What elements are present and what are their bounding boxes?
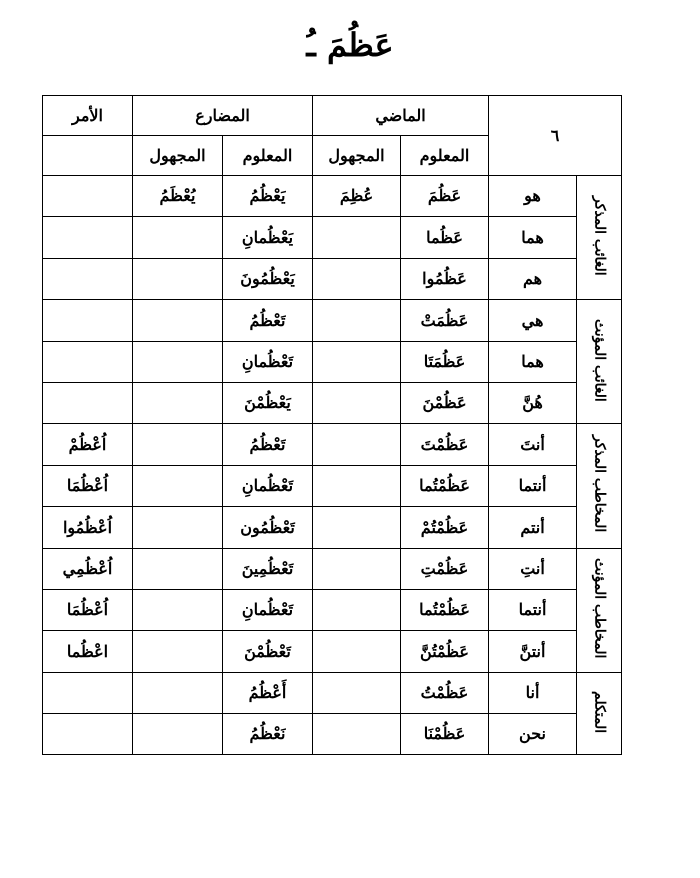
header-row-1 <box>43 96 622 136</box>
group-label <box>577 176 622 300</box>
group-label-text: المخاطب المؤنث <box>591 558 608 659</box>
header-mudari-majhool: المجهول <box>133 136 223 176</box>
table-row <box>43 507 622 548</box>
table-row <box>43 300 622 341</box>
amr-cell <box>43 217 133 258</box>
header-madi: الماضي <box>313 96 489 136</box>
madi-maloom-cell: عَظُمَتْ <box>401 300 489 341</box>
mudari-majhool-cell <box>133 217 223 258</box>
group-label <box>577 672 622 755</box>
mudari-maloom-cell: تَعْظُمُ <box>223 300 313 341</box>
mudari-maloom-cell: يَعْظُمْنَ <box>223 382 313 423</box>
amr-cell <box>43 176 133 217</box>
madi-majhool-cell <box>313 341 401 382</box>
mudari-maloom-cell: تَعْظُمُ <box>223 424 313 465</box>
pronoun-cell: هم <box>489 258 577 299</box>
header-amr: الأمر <box>43 96 133 136</box>
amr-cell: اُعْظُمِي <box>43 548 133 589</box>
amr-cell <box>43 300 133 341</box>
pronoun-cell: هي <box>489 300 577 341</box>
mudari-majhool-cell <box>133 631 223 672</box>
madi-maloom-cell: عَظُمُوا <box>401 258 489 299</box>
amr-cell <box>43 258 133 299</box>
table-row <box>43 217 622 258</box>
table-row <box>43 548 622 589</box>
table-row <box>43 714 622 755</box>
madi-majhool-cell <box>313 631 401 672</box>
madi-majhool-cell <box>313 589 401 630</box>
mudari-majhool-cell <box>133 589 223 630</box>
madi-majhool-cell <box>313 424 401 465</box>
mudari-majhool-cell <box>133 424 223 465</box>
mudari-maloom-cell: تَعْظُمانِ <box>223 341 313 382</box>
madi-maloom-cell: عَظُمْتُمْ <box>401 507 489 548</box>
table-row <box>43 465 622 506</box>
table-row <box>43 631 622 672</box>
madi-maloom-cell: عَظُما <box>401 217 489 258</box>
madi-maloom-cell: عَظُمْتِ <box>401 548 489 589</box>
pronoun-cell: أنتم <box>489 507 577 548</box>
madi-maloom-cell: عَظُمَ <box>401 176 489 217</box>
pronoun-cell: أنتَ <box>489 424 577 465</box>
group-label-text: المتكلم <box>591 690 608 733</box>
group-label-text: الغائب المؤنث <box>591 318 608 402</box>
header-madi-majhool: المجهول <box>313 136 401 176</box>
pronoun-cell: أنا <box>489 672 577 713</box>
amr-cell: اُعْظُمُوا <box>43 507 133 548</box>
pronoun-cell: أنتِ <box>489 548 577 589</box>
mudari-majhool-cell: يُعْظَمُ <box>133 176 223 217</box>
table-body <box>43 96 622 755</box>
pronoun-cell: هما <box>489 217 577 258</box>
mudari-majhool-cell <box>133 341 223 382</box>
mudari-maloom-cell: تَعْظُمِينَ <box>223 548 313 589</box>
mudari-majhool-cell <box>133 300 223 341</box>
mudari-majhool-cell <box>133 672 223 713</box>
mudari-maloom-cell: يَعْظُمانِ <box>223 217 313 258</box>
conjugation-table <box>42 95 622 755</box>
madi-maloom-cell: عَظُمْتُما <box>401 465 489 506</box>
madi-maloom-cell: عَظُمْتُ <box>401 672 489 713</box>
madi-majhool-cell <box>313 465 401 506</box>
pronoun-cell: أنتنَّ <box>489 631 577 672</box>
mudari-maloom-cell: تَعْظُمْنَ <box>223 631 313 672</box>
pronoun-cell: أنتما <box>489 465 577 506</box>
header-mudari-maloom: المعلوم <box>223 136 313 176</box>
madi-majhool-cell <box>313 714 401 755</box>
group-label-text: المخاطب المذكر <box>591 435 608 533</box>
mudari-majhool-cell <box>133 548 223 589</box>
mudari-maloom-cell: تَعْظُمانِ <box>223 465 313 506</box>
pronoun-cell: هُنَّ <box>489 382 577 423</box>
amr-cell: اعْظُما <box>43 631 133 672</box>
table-row <box>43 424 622 465</box>
madi-maloom-cell: عَظُمْنَا <box>401 714 489 755</box>
mudari-maloom-cell: تَعْظُمُون <box>223 507 313 548</box>
mudari-majhool-cell <box>133 465 223 506</box>
page-title: عَظُمَ ـُ <box>306 26 394 64</box>
madi-maloom-cell: عَظُمْتُنَّ <box>401 631 489 672</box>
madi-majhool-cell <box>313 217 401 258</box>
pronoun-cell: نحن <box>489 714 577 755</box>
mudari-majhool-cell <box>133 382 223 423</box>
group-label <box>577 548 622 672</box>
amr-cell <box>43 672 133 713</box>
mudari-majhool-cell <box>133 258 223 299</box>
amr-cell: اُعْظُمَا <box>43 465 133 506</box>
header-amr-empty <box>43 136 133 176</box>
header-madi-maloom: المعلوم <box>401 136 489 176</box>
mudari-majhool-cell <box>133 507 223 548</box>
madi-majhool-cell <box>313 258 401 299</box>
madi-majhool-cell <box>313 672 401 713</box>
amr-cell <box>43 341 133 382</box>
group-label <box>577 424 622 548</box>
madi-maloom-cell: عَظُمْنَ <box>401 382 489 423</box>
table-row <box>43 382 622 423</box>
mudari-majhool-cell <box>133 714 223 755</box>
amr-cell <box>43 714 133 755</box>
mudari-maloom-cell: نَعْظُمُ <box>223 714 313 755</box>
pronoun-cell: هما <box>489 341 577 382</box>
mudari-maloom-cell: أَعْظُمُ <box>223 672 313 713</box>
mudari-maloom-cell: يَعْظُمُونَ <box>223 258 313 299</box>
table-row <box>43 258 622 299</box>
group-label-text: الغائب المذكر <box>591 195 608 276</box>
table-number: ٦ <box>489 96 622 176</box>
madi-majhool-cell: عُظِمَ <box>313 176 401 217</box>
table-row <box>43 341 622 382</box>
amr-cell: اُعْظُمْ <box>43 424 133 465</box>
madi-maloom-cell: عَظُمْتُما <box>401 589 489 630</box>
madi-majhool-cell <box>313 300 401 341</box>
madi-maloom-cell: عَظُمَتَا <box>401 341 489 382</box>
mudari-maloom-cell: تَعْظُمانِ <box>223 589 313 630</box>
madi-maloom-cell: عَظُمْتَ <box>401 424 489 465</box>
header-mudari: المضارع <box>133 96 313 136</box>
madi-majhool-cell <box>313 548 401 589</box>
table-row <box>43 589 622 630</box>
amr-cell <box>43 382 133 423</box>
madi-majhool-cell <box>313 507 401 548</box>
mudari-maloom-cell: يَعْظُمُ <box>223 176 313 217</box>
table-row <box>43 672 622 713</box>
table-row <box>43 176 622 217</box>
madi-majhool-cell <box>313 382 401 423</box>
pronoun-cell: أنتما <box>489 589 577 630</box>
pronoun-cell: هو <box>489 176 577 217</box>
group-label <box>577 300 622 424</box>
amr-cell: اُعْظُمَا <box>43 589 133 630</box>
